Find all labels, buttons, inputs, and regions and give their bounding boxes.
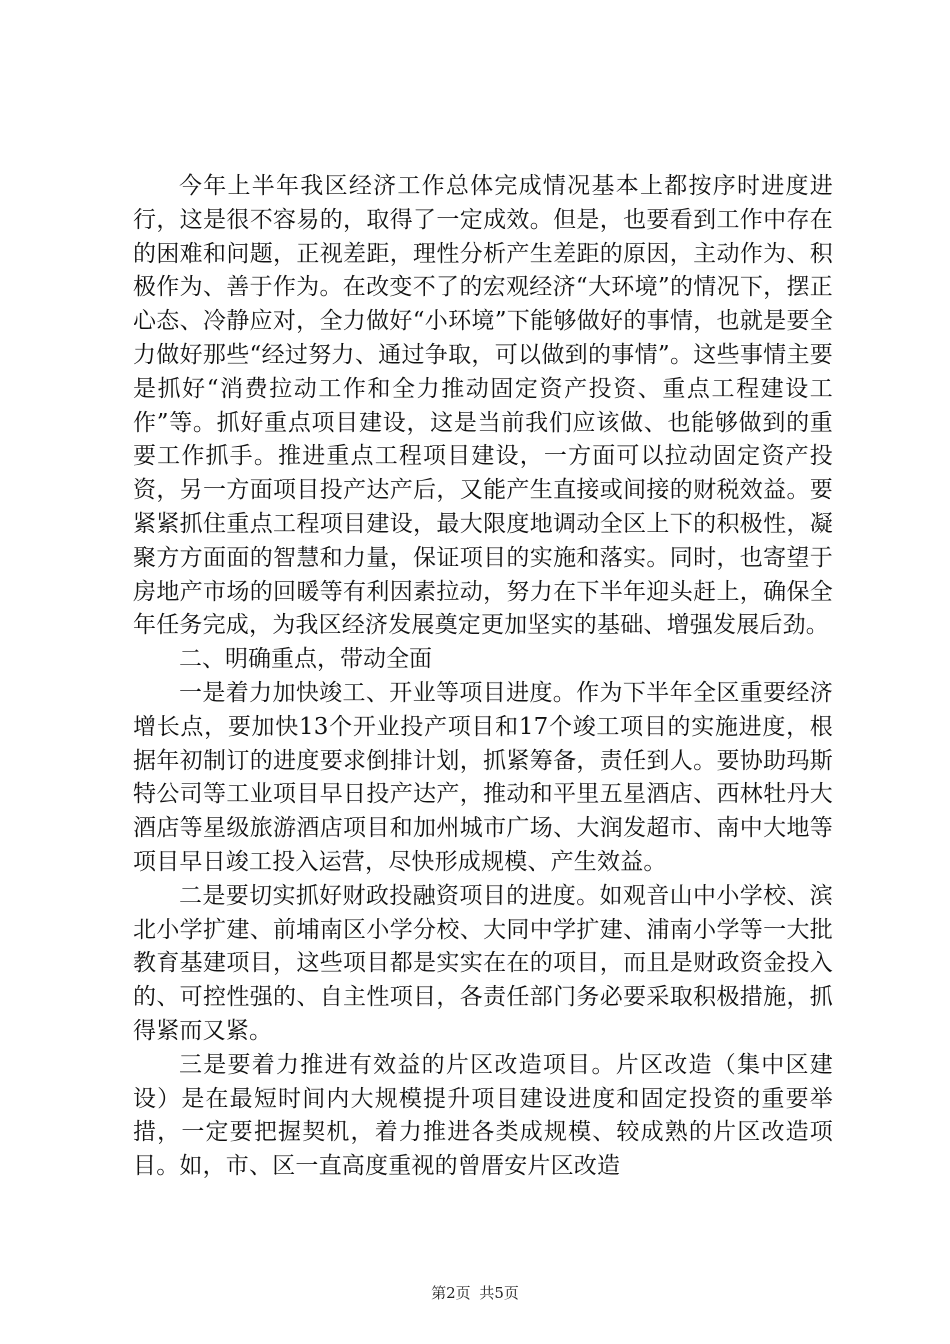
section-heading: 二、明确重点，带动全面 xyxy=(179,646,432,673)
paragraph-point-three: 三是要着力推进有效益的片区改造项目。片区改造（集中区建设）是在最短时间内大规模提升项目建设进度和固定投资的重要举措，一定要把握契机，着力推进各类成规模、较成熟的片区改造项目。如，市、区一直高度重视的曾厝安片区改造 xyxy=(133,1051,833,1180)
paragraph-point-two: 二是要切实抓好财政投融资项目的进度。如观音山中小学校、滨北小学扩建、前埔南区小学分校、大同中学扩建、浦南小学等一大批教育基建项目，这些项目都是实实在在的项目，而且是财政资金投入的、可控性强的、自主性项目，各责任部门务必要采取积极措施，抓得紧而又紧。 xyxy=(133,882,833,1044)
paragraph-point-one: 一是着力加快竣工、开业等项目进度。作为下半年全区重要经济增长点，要加快13个开业投产项目和17个竣工项目的实施进度，根据年初制订的进度要求倒排计划，抓紧筹备，责任到人。要协助玛斯特公司等工业项目早日投产达产，推动和平里五星酒店、西林牡丹大酒店等星级旅游酒店项目和加州城市广场、大润发超市、南中大地等项目早日竣工投入运营，尽快形成规模、产生效益。 xyxy=(133,679,833,875)
page-number: 第2页 xyxy=(431,1284,471,1302)
paragraph-summary: 今年上半年我区经济工作总体完成情况基本上都按序时进度进行，这是很不容易的，取得了一定成效。但是，也要看到工作中存在的困难和问题，正视差距，理性分析产生差距的原因，主动作为、积极作为、善于作为。在改变不了的宏观经济“大环境”的情况下，摆正心态、冷静应对，全力做好“小环境”下能够做好的事情，也就是要全力做好那些“经过努力、通过争取，可以做到的事情”。这些事情主要是抓好“消费拉动工作和全力推动固定资产投资、重点工程建设工作”等。抓好重点项目建设，这是当前我们应该做、也能够做到的重要工作抓手。推进重点工程项目建设，一方面可以拉动固定资产投资，另一方面项目投产达产后，又能产生直接或间接的财税效益。要紧紧抓住重点工程项目建设，最大限度地调动全区上下的积极性，凝聚方方面面的智慧和力量，保证项目的实施和落实。同时，也寄望于房地产市场的回暖等有利因素拉动，努力在下半年迎头赶上，确保全年任务完成，为我区经济发展奠定更加坚实的基础、增强发展后劲。 xyxy=(133,173,833,639)
page-total: 共5页 xyxy=(479,1284,519,1302)
page-footer xyxy=(0,1282,950,1303)
document-body xyxy=(133,170,833,1184)
